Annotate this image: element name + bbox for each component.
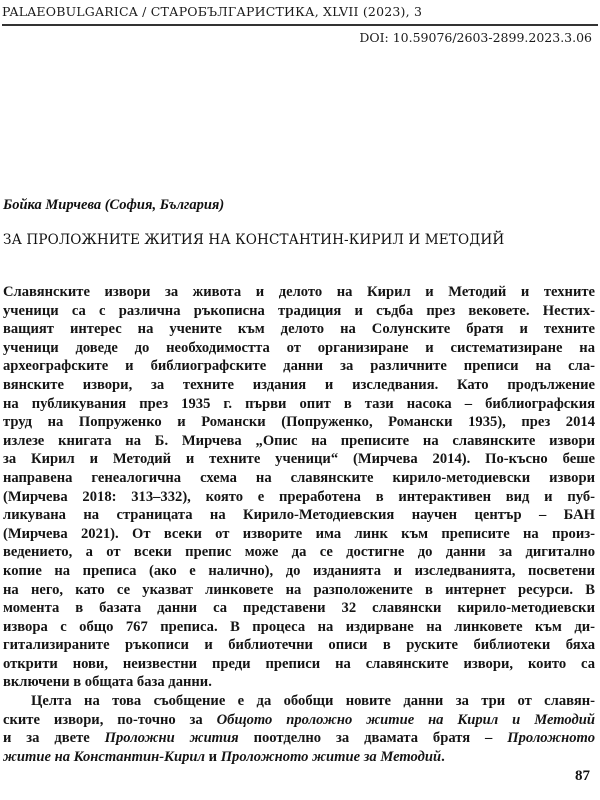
text-line: извора с общо 767 преписа. В процеса на издирване на линковете към ди- (3, 618, 595, 635)
text-run: ските извори, по-точно за (3, 711, 217, 728)
paragraph-1 (3, 283, 595, 692)
italic-work-title: Проложното житие за Методий (220, 748, 442, 765)
text-run: и за двете (3, 730, 105, 747)
text-line: момента в базата данни са представени 32 славянски кирило-методиевски (3, 600, 595, 617)
text-line: Славянските извори за живота и делото на Кирил и Методий и техните (3, 284, 595, 300)
text-line: Целта на това съобщение е да обобщи новите данни за три от славян- (31, 693, 595, 710)
paragraph-2 (3, 692, 595, 766)
text-line: открити нови, неизвестни преди преписи на славянските извори, които са (3, 655, 595, 672)
italic-work-title: Проложното (507, 730, 595, 747)
text-line: излезе книгата на Б. Мирчева „Опис на преписите на славянските извори (3, 432, 595, 449)
article-body (3, 283, 595, 766)
text-line: (Мирчева 2018: 313–332), която е преработена в интерактивен вид и пуб- (3, 488, 595, 505)
text-run: . (441, 748, 445, 765)
running-header: PALAEOBULGARICA / СТАРОБЪЛГАРИСТИКА, XLVII (2023), 3 (2, 4, 423, 19)
text-line: ведението, а от всеки препис може да се достигне до данни за дигитално (3, 544, 595, 561)
italic-work-title: житие на Константин-Кирил (3, 748, 205, 765)
text-run: поотделно за двамата братя – (238, 730, 508, 747)
text-line: вянските извори, за техните издания и изследвания. Като продължение (3, 376, 595, 393)
doi: DOI: 10.59076/2603-2899.2023.3.06 (359, 30, 592, 45)
text-line: археографските и библиографските данни за различните преписи на сла- (3, 358, 595, 375)
text-line: за Кирил и Методий и техните ученици“ (Мирчева 2014). По-късно беше (3, 451, 595, 468)
text-line: ликувана на страницата на Кирило-Методиевския научен център – БАН (3, 507, 595, 524)
text-line: на публикувания през 1935 г. първи опит в тази насока – библиографския (3, 395, 595, 412)
text-line: труд на Попруженко и Романски (Попруженко, Романски 1935), през 2014 (3, 414, 595, 431)
text-line (3, 748, 595, 767)
text-line: ващият интерес на учените към делото на Солунските братя и техните (3, 321, 595, 338)
text-line: направена генеалогична схема на славянските кирило-методиевски извори (3, 469, 595, 486)
text-line: ученици са с различна ръкописна традиция и съдба през вековете. Нестих- (3, 302, 595, 319)
article-title: ЗА ПРОЛОЖНИТЕ ЖИТИЯ НА КОНСТАНТИН-КИРИЛ И МЕТОДИЙ (3, 232, 505, 248)
text-line: гитализираните ръкописи и библиотечни описи в руските библиотеки бяха (3, 637, 595, 654)
header-rule (2, 24, 598, 26)
text-line (3, 729, 595, 748)
text-line: включени в общата база данни. (3, 674, 212, 691)
text-line: на него, като се указват линковете на разположените в интернет ресурси. В (3, 581, 595, 598)
author-line: Бойка Мирчева (София, България) (3, 197, 225, 213)
text-run: и (204, 748, 221, 765)
text-line: (Мирчева 2021). От всеки от изворите има линк към преписите на произ- (3, 525, 595, 542)
text-line: копие на преписа (ако е налично), до изданията и изследванията, посветени (3, 562, 595, 579)
text-line (3, 711, 595, 730)
text-line: ученици доведе до необходимостта от организиране и систематизиране на (3, 339, 595, 356)
page-number: 87 (575, 768, 590, 784)
italic-work-title: Общото проложно житие на Кирил и Методий (216, 711, 595, 728)
italic-work-title: Проложни жития (104, 730, 239, 747)
